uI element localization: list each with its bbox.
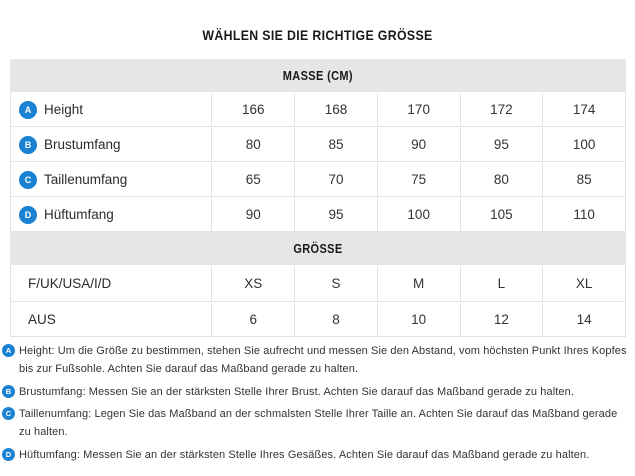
row-label-cell bbox=[11, 303, 211, 336]
row-label: AUS bbox=[28, 312, 56, 327]
badge-b: B bbox=[19, 136, 37, 154]
table-row-brustumfang bbox=[11, 127, 625, 162]
table-cell: 75 bbox=[377, 163, 460, 196]
page-title: WÄHLEN SIE DIE RICHTIGE GRÖSSE bbox=[202, 27, 433, 43]
table-cell: 90 bbox=[377, 128, 460, 161]
badge-a: A bbox=[2, 344, 15, 357]
measurements-rows bbox=[10, 92, 626, 232]
row-label: Taillenumfang bbox=[44, 172, 128, 187]
row-label: F/UK/USA/I/D bbox=[28, 276, 112, 291]
badge-d: D bbox=[19, 206, 37, 224]
row-label: Brustumfang bbox=[44, 137, 121, 152]
row-label-cell bbox=[11, 198, 211, 231]
table-cell: 80 bbox=[211, 128, 294, 161]
row-label: Hüftumfang bbox=[44, 207, 114, 222]
footnote-taillenumfang bbox=[2, 405, 631, 441]
table-cell: 105 bbox=[460, 198, 543, 231]
table-cell: 85 bbox=[542, 163, 625, 196]
table-cell: 168 bbox=[294, 93, 377, 126]
table-cell: 6 bbox=[211, 303, 294, 336]
badge-a: A bbox=[19, 101, 37, 119]
footnote-height bbox=[2, 342, 631, 378]
table-cell: XS bbox=[211, 266, 294, 301]
table-cell: 172 bbox=[460, 93, 543, 126]
table-cell: 70 bbox=[294, 163, 377, 196]
table-cell: 110 bbox=[542, 198, 625, 231]
table-cell: 10 bbox=[377, 303, 460, 336]
table-cell: L bbox=[460, 266, 543, 301]
table-cell: 166 bbox=[211, 93, 294, 126]
table-cell: 174 bbox=[542, 93, 625, 126]
measurements-section-title: MASSE (CM) bbox=[282, 68, 354, 83]
sizes-rows bbox=[10, 265, 626, 337]
table-cell: M bbox=[377, 266, 460, 301]
footnote-text: Brustumfang: Messen Sie an der stärksten Stelle Ihrer Brust. Achten Sie darauf das Maßband gerade zu halten. bbox=[19, 385, 574, 398]
table-row-international-sizes bbox=[11, 265, 625, 302]
table-cell: 90 bbox=[211, 198, 294, 231]
table-cell: 14 bbox=[542, 303, 625, 336]
table-cell: 80 bbox=[460, 163, 543, 196]
table-cell: 12 bbox=[460, 303, 543, 336]
row-label: Height bbox=[44, 102, 84, 117]
badge-d: D bbox=[2, 448, 15, 461]
row-label-cell bbox=[11, 163, 211, 196]
badge-c: C bbox=[19, 171, 37, 189]
measurements-section-header bbox=[10, 59, 626, 92]
footnote-hueftumfang bbox=[2, 446, 631, 464]
table-cell: XL bbox=[542, 266, 625, 301]
table-cell: 100 bbox=[542, 128, 625, 161]
size-table bbox=[10, 59, 626, 337]
table-row-height bbox=[11, 92, 625, 127]
row-label-cell bbox=[11, 266, 211, 301]
badge-b: B bbox=[2, 385, 15, 398]
table-row-taillenumfang bbox=[11, 162, 625, 197]
row-label-cell bbox=[11, 93, 211, 126]
row-label-cell bbox=[11, 128, 211, 161]
footnote-brustumfang bbox=[2, 383, 631, 401]
table-cell: 95 bbox=[460, 128, 543, 161]
table-row-aus-sizes bbox=[11, 302, 625, 337]
table-cell: 170 bbox=[377, 93, 460, 126]
table-cell: 85 bbox=[294, 128, 377, 161]
sizes-section-header bbox=[10, 232, 626, 265]
sizes-section-title: GRÖSSE bbox=[293, 241, 343, 256]
footnote-text: Hüftumfang: Messen Sie an der stärksten Stelle Ihres Gesäßes. Achten Sie darauf das Maßband gerade zu halten. bbox=[19, 448, 590, 461]
footnote-text: Taillenumfang: Legen Sie das Maßband an der schmalsten Stelle Ihrer Taille an. Achten Sie darauf das Maßband gerade zu halten. bbox=[19, 408, 618, 438]
table-cell: 8 bbox=[294, 303, 377, 336]
table-row-hueftumfang bbox=[11, 197, 625, 232]
footnotes bbox=[2, 342, 631, 464]
footnote-text: Height: Um die Größe zu bestimmen, stehen Sie aufrecht und messen Sie den Abstand, vom höchsten Punkt Ihres Kopfes bis zur Fußsohle. Achten Sie darauf das Maßband gerade zu halten. bbox=[19, 345, 627, 375]
table-cell: 100 bbox=[377, 198, 460, 231]
table-cell: 65 bbox=[211, 163, 294, 196]
badge-c: C bbox=[2, 407, 15, 420]
table-cell: S bbox=[294, 266, 377, 301]
table-cell: 95 bbox=[294, 198, 377, 231]
